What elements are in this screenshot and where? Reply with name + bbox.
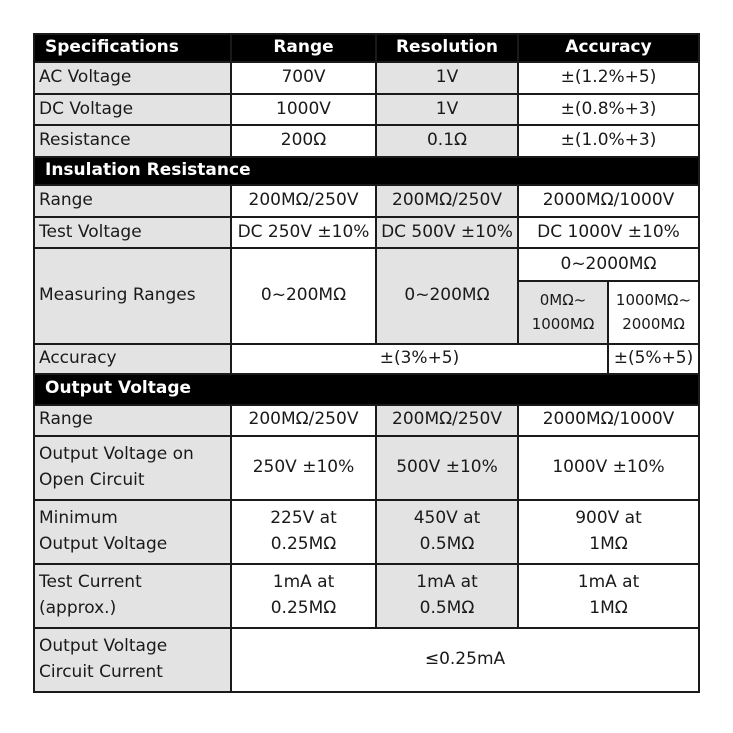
specifications-table	[33, 33, 700, 693]
spec-header-range: Range	[231, 34, 376, 62]
test-voltage-value: DC 1000V ±10%	[518, 217, 699, 248]
test-current-value	[376, 564, 518, 628]
row-label-line1: Output Voltage on	[39, 444, 194, 465]
value-line2: 1MΩ	[589, 597, 628, 618]
spec-header-row	[34, 34, 699, 62]
row-label-line2: Open Circuit	[39, 469, 145, 490]
table-row	[34, 500, 699, 564]
resolution-value: 1V	[376, 94, 518, 125]
min-output-value	[231, 500, 376, 564]
value-line2: 0.5MΩ	[419, 533, 475, 554]
open-circuit-value: 1000V ±10%	[518, 436, 699, 500]
value-line2: 0.25MΩ	[270, 533, 337, 554]
value-line1: 1mA at	[272, 572, 335, 593]
spec-table-wrapper	[33, 33, 698, 693]
min-output-value	[376, 500, 518, 564]
accuracy-value: ±(0.8%+3)	[518, 94, 699, 125]
row-label: Test Voltage	[34, 217, 231, 248]
table-row	[34, 248, 699, 280]
measuring-sub-high	[608, 281, 699, 344]
open-circuit-value: 500V ±10%	[376, 436, 518, 500]
value-line2: 1MΩ	[589, 533, 628, 554]
open-circuit-value: 250V ±10%	[231, 436, 376, 500]
resolution-value: 0.1Ω	[376, 125, 518, 156]
table-row	[34, 405, 699, 436]
row-label: Range	[34, 185, 231, 216]
row-label: Resistance	[34, 125, 231, 156]
value-line1: 1mA at	[577, 572, 640, 593]
spec-header-title: Specifications	[34, 34, 231, 62]
table-row	[34, 94, 699, 125]
range-value: 200MΩ/250V	[376, 405, 518, 436]
value-line2: 0.25MΩ	[270, 597, 337, 618]
value-line2: 0.5MΩ	[419, 597, 475, 618]
measuring-sub-high-line1: 1000MΩ~	[615, 291, 692, 310]
row-label	[34, 500, 231, 564]
min-output-value	[518, 500, 699, 564]
output-section-title: Output Voltage	[34, 374, 699, 404]
test-voltage-value: DC 500V ±10%	[376, 217, 518, 248]
range-value: 1000V	[231, 94, 376, 125]
row-label-line2: (approx.)	[39, 597, 117, 618]
accuracy-value: ±(1.2%+5)	[518, 62, 699, 93]
measuring-range-top: 0~2000MΩ	[518, 248, 699, 280]
test-current-value	[231, 564, 376, 628]
row-label: Measuring Ranges	[34, 248, 231, 343]
resolution-value: 1V	[376, 62, 518, 93]
table-row	[34, 564, 699, 628]
measuring-sub-high-line2: 2000MΩ	[622, 315, 685, 334]
accuracy-value: ±(5%+5)	[608, 344, 699, 374]
range-value: 200Ω	[231, 125, 376, 156]
table-row	[34, 217, 699, 248]
test-current-value	[518, 564, 699, 628]
table-row	[34, 62, 699, 93]
range-value: 200MΩ/250V	[231, 405, 376, 436]
measuring-sub-low-line1: 0MΩ~	[539, 291, 587, 310]
measuring-range-value: 0~200MΩ	[376, 248, 518, 343]
insulation-section-title: Insulation Resistance	[34, 157, 699, 185]
range-value: 2000MΩ/1000V	[518, 185, 699, 216]
value-line1: 450V at	[413, 508, 481, 529]
value-line1: 1mA at	[416, 572, 478, 593]
row-label	[34, 564, 231, 628]
range-value: 200MΩ/250V	[231, 185, 376, 216]
row-label: Range	[34, 405, 231, 436]
accuracy-value: ±(1.0%+3)	[518, 125, 699, 156]
row-label-line1: Test Current	[39, 572, 142, 593]
row-label: AC Voltage	[34, 62, 231, 93]
row-label-line1: Minimum	[39, 508, 118, 529]
test-voltage-value: DC 250V ±10%	[231, 217, 376, 248]
insulation-header-row	[34, 157, 699, 185]
value-line1: 225V at	[270, 508, 337, 529]
row-label: Accuracy	[34, 344, 231, 374]
output-header-row	[34, 374, 699, 404]
measuring-range-value: 0~200MΩ	[231, 248, 376, 343]
circuit-current-value: ≤0.25mA	[231, 628, 699, 692]
range-value: 200MΩ/250V	[376, 185, 518, 216]
row-label-line1: Output Voltage	[39, 636, 168, 657]
measuring-sub-low-line2: 1000MΩ	[531, 315, 595, 334]
row-label: DC Voltage	[34, 94, 231, 125]
row-label	[34, 436, 231, 500]
table-row	[34, 436, 699, 500]
row-label	[34, 628, 231, 692]
row-label-line2: Circuit Current	[39, 661, 163, 682]
spec-header-accuracy: Accuracy	[518, 34, 699, 62]
accuracy-value: ±(3%+5)	[231, 344, 608, 374]
value-line1: 900V at	[575, 508, 642, 529]
row-label-line2: Output Voltage	[39, 533, 168, 554]
range-value: 2000MΩ/1000V	[518, 405, 699, 436]
range-value: 700V	[231, 62, 376, 93]
table-row	[34, 185, 699, 216]
measuring-sub-low	[518, 281, 608, 344]
table-row	[34, 344, 699, 374]
table-row	[34, 125, 699, 156]
spec-header-resolution: Resolution	[376, 34, 518, 62]
table-row	[34, 628, 699, 692]
